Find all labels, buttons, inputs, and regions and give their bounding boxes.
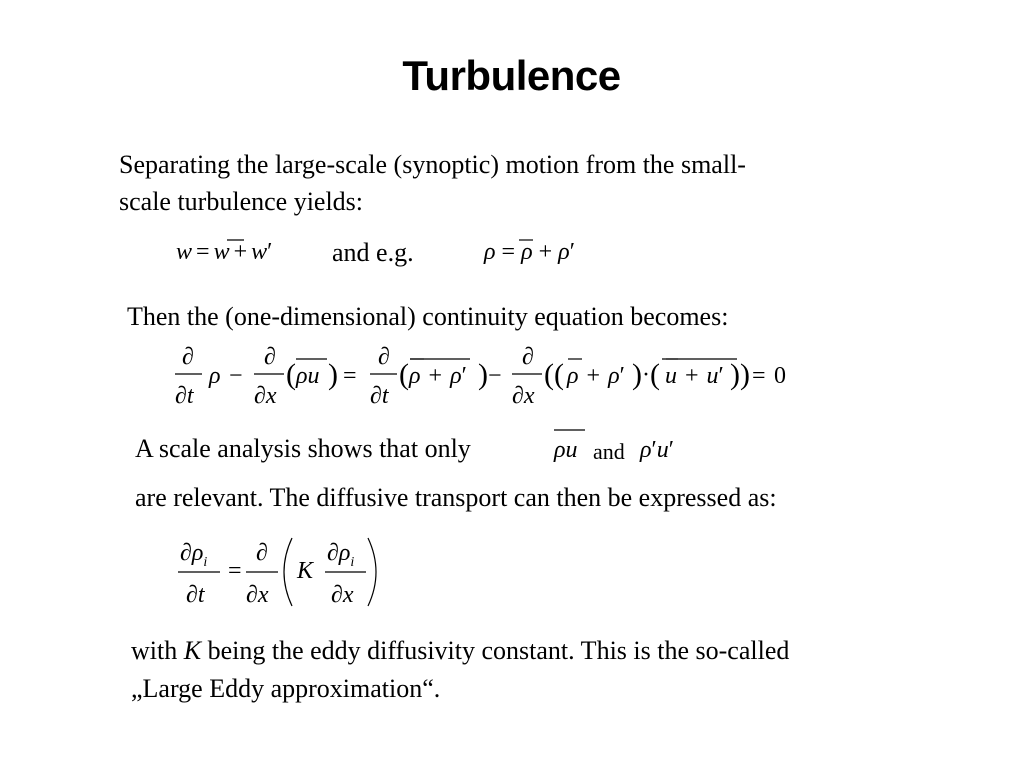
scale-analysis-text: A scale analysis shows that only (135, 434, 471, 463)
svg-text:∂x: ∂x (246, 582, 269, 608)
term-rho-prime-u-prime (640, 424, 690, 464)
continuity-equation (172, 342, 812, 412)
svg-text:∂: ∂ (264, 344, 276, 370)
with-text: with (131, 636, 184, 665)
svg-text:): ) (328, 358, 338, 391)
svg-text:ρ+ρ′: ρ + ρ′ (409, 363, 467, 389)
conclusion-line-1 (131, 632, 789, 669)
svg-text:∂: ∂ (182, 344, 194, 370)
svg-text:(: ( (399, 358, 409, 391)
svg-text:ρ′u′: ρ′u′ (640, 437, 675, 463)
svg-text:ρu: ρu (296, 363, 320, 389)
svg-text:ρ=ρ+ρ′: ρ = ρ + ρ′ (484, 239, 575, 265)
relevant-text: are relevant. The diffusive transport can then be expressed as: (135, 483, 777, 512)
svg-text:−: − (229, 363, 243, 389)
decomposition-equation-rho (484, 232, 604, 266)
svg-text:∂ρi: $\partial\rho_i$ (180, 540, 208, 570)
svg-text:): ) (478, 358, 488, 391)
slide-title: Turbulence (402, 52, 621, 99)
svg-text:ρu: ρu (554, 437, 578, 463)
svg-text:·: · (642, 362, 650, 388)
svg-text:=: = (228, 558, 242, 584)
svg-text:∂x: ∂x (331, 582, 354, 608)
svg-text:∂t: ∂t (370, 383, 389, 409)
diffusion-equation (176, 532, 386, 612)
continuity-intro: Then the (one-dimensional) continuity equation becomes: (127, 302, 729, 331)
and-eg-text: and e.g. (332, 238, 414, 267)
svg-text:∂x: ∂x (512, 383, 535, 409)
svg-text:=: = (752, 363, 766, 389)
k-symbol: K (183, 636, 202, 665)
and-small-text: and (593, 439, 625, 464)
svg-text:∂ρi: $\partial\rho_i$ (327, 540, 355, 570)
svg-text:∂t: ∂t (175, 383, 194, 409)
svg-text:∂: ∂ (256, 540, 268, 566)
svg-text:−: − (488, 363, 502, 389)
svg-text:ρ: ρ (209, 363, 221, 389)
svg-text:K: K (297, 558, 314, 584)
svg-text:((: (( (544, 358, 564, 391)
decomposition-equation-w (176, 232, 306, 266)
svg-text:u+u′: u + u′ (665, 363, 724, 389)
svg-text:ρ+ρ′: ρ + ρ′ (567, 363, 625, 389)
svg-text:(: ( (650, 358, 660, 391)
intro-line-1: Separating the large-scale (synoptic) motion from the small- (119, 150, 746, 179)
term-rho-u-mean (552, 424, 592, 464)
svg-text:∂t: ∂t (186, 582, 205, 608)
conclusion-line-2: „Large Eddy approximation“. (131, 674, 441, 703)
svg-text:): ) (632, 358, 642, 391)
svg-text:∂: ∂ (378, 344, 390, 370)
svg-text:=: = (343, 363, 357, 389)
svg-text:)): )) (730, 358, 750, 391)
svg-text:∂: ∂ (522, 344, 534, 370)
svg-text:(: ( (286, 358, 296, 391)
svg-text:0: 0 (774, 363, 786, 389)
svg-text:w=w+w′: w = w + w′ (176, 239, 273, 265)
svg-text:∂x: ∂x (254, 383, 277, 409)
intro-line-2: scale turbulence yields: (119, 187, 364, 216)
conclusion-line-1-rest: being the eddy diffusivity constant. This is the so-called (201, 636, 790, 665)
